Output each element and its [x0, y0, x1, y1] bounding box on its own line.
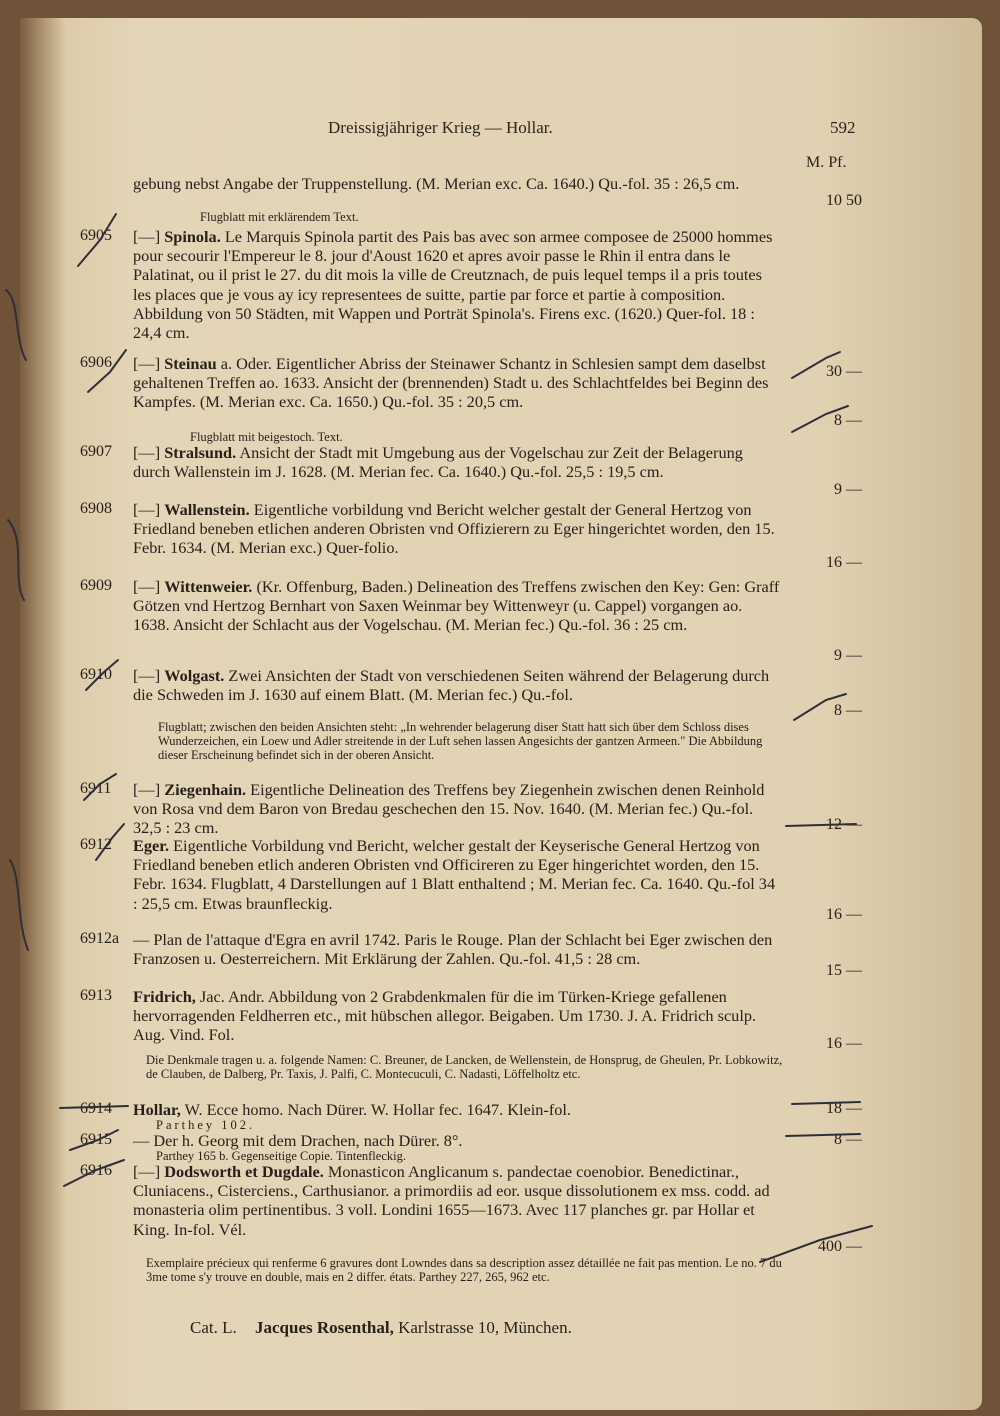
entry-price: 400 — — [818, 1238, 862, 1255]
entry-number: 6905 — [80, 227, 112, 244]
entry-text: gebung nebst Angabe der Truppenstellung. (M. Merian exc. Ca. 1640.) Qu.-fol. 35 : 26,5 cm. — [133, 174, 740, 193]
entry-text: — Plan de l'attaque d'Egra en avril 1742. Paris le Rouge. Plan der Schlacht bei Eger zwischen den Franzosen u. Oesterreichern. Mit Erklärung der Zahlen. Qu.-fol. 41,5 : 28 cm. — [133, 930, 773, 969]
footer-prefix: Cat. L. — [190, 1318, 237, 1337]
entry-note: Exemplaire précieux qui renferme 6 gravures dont Lowndes dans sa description assez détaillée ne fait pas mention. Le no. 7 du 3me tome s'y trouve en double, mais en 2 differ. états. Parthey 227, 265, 962 etc. — [146, 1256, 782, 1284]
entry-note: Parthey 102. — [156, 1118, 256, 1132]
entry-text: — Der h. Georg mit dem Drachen, nach Dürer. 8°. — [133, 1131, 463, 1150]
entry-note: Flugblatt mit beigestoch. Text. — [190, 430, 343, 444]
entry-price: 30 — — [826, 363, 862, 380]
entry-price: 16 — — [826, 1035, 862, 1052]
entry-number: 6911 — [80, 780, 112, 797]
entry-price: 9 — — [834, 647, 862, 664]
entry-number: 6906 — [80, 354, 112, 371]
entry-note: Flugblatt; zwischen den beiden Ansichten steht: „In wehrender belagerung diser Statt hatt sich über dem Schloss dises Wunderzeichen, ein Loew und Adler streitende in der Luft sehen lassen Angesichts der gantzen Armeen." Die Abbildung dieser Erscheinung befindet sich in der oberen Ansicht. — [158, 720, 763, 762]
entry-text: [—] Steinau a. Oder. Eigentlicher Abriss der Steinawer Schantz in Schlesien sampt dem daselbst gehaltenen Treffen ao. 1633. Ansicht der (brennenden) Stadt u. des Schlachtfeldes bei Beginn des Kampfes. (M. Merian exc. Ca. 1650.) Qu.-fol. 35 : 20,5 cm. — [133, 354, 769, 412]
entry-text: [—] Dodsworth et Dugdale. Monasticon Anglicanum s. pandectae coenobior. Benedictinar., Cluniacens., Cisterciens., Carthusianor. a primordiis ad eor. usque dissolutionem ex mss. codd. ad monasteria olim pertinentibus. 3 voll. Londini 1655—1673. Avec 117 planches gr. par Hollar et King. In-fol. Vél. — [133, 1162, 770, 1239]
page-title: Dreissigjähriger Krieg — Hollar. — [328, 118, 553, 137]
entry-number: 6912a — [80, 930, 120, 947]
entry-price: 8 — — [834, 702, 862, 719]
catalog-footer — [190, 1318, 572, 1338]
entry-number: 6907 — [80, 443, 112, 460]
entry-price: 16 — — [826, 554, 862, 571]
entry-number: 6915 — [80, 1131, 112, 1148]
entry-number: 6912 — [80, 836, 112, 853]
entry-text: [—] Wolgast. Zwei Ansichten der Stadt von verschiedenen Seiten während der Belagerung durch die Schweden im J. 1630 auf einem Blatt. (M. Merian fec.) Qu.-fol. — [133, 666, 770, 705]
book-gutter — [20, 18, 66, 1410]
entry-note: Parthey 165 b. Gegenseitige Copie. Tintenfleckig. — [156, 1149, 406, 1163]
entry-number: 6910 — [80, 666, 112, 683]
footer-address: Karlstrasse 10, München. — [398, 1318, 572, 1337]
page-number: 592 — [830, 118, 856, 137]
entry-price: 12 — — [826, 816, 862, 833]
entry-price: 8 — — [834, 412, 862, 429]
entry-text: [—] Spinola. Le Marquis Spinola partit des Pais bas avec son armee composee de 25000 hommes pour secourir l'Empereur le 8. jour d'Aoust 1620 et apres avoir passe le Rhin il entra dans le Palatinat, ou il prist le 27. du dit mois la ville de Creutznach, de puis lequel temps il a pris toutes les places que je vous ay icy representees de suitte, partie par force et partie à composition. Abbildung von 50 Städten, mit Wappen und Porträt Spinola's. Firens exc. (1620.) Quer-fol. 18 : 24,4 cm. — [133, 227, 773, 343]
footer-publisher: Jacques Rosenthal, — [255, 1318, 394, 1337]
entry-price: 9 — — [834, 481, 862, 498]
entry-price: 8 — — [834, 1131, 862, 1148]
entry-price: 15 — — [826, 962, 862, 979]
entry-number: 6909 — [80, 577, 112, 594]
entry-text: Fridrich, Jac. Andr. Abbildung von 2 Grabdenkmalen für die im Türken-Kriege gefallenen hervorragenden Feldherren etc., mit hübschen allegor. Beigaben. Um 1730. J. A. Fridrich sculp. Aug. Vind. Fol. — [133, 987, 757, 1045]
entry-number: 6914 — [80, 1100, 112, 1117]
entry-text: [—] Ziegenhain. Eigentliche Delineation des Treffens bey Ziegenhein zwischen denen Reinhold von Rosa vnd dem Baron von Bredau geschechen den 15. Nov. 1640. (M. Merian fec.) Qu.-fol. 32,5 : 23 cm. — [133, 780, 765, 838]
entry-text: Eger. Eigentliche Vorbildung vnd Bericht, welcher gestalt der Keyserische General Hertzog von Friedland beneben etlich anderen Obristen vnd Officireren zu Eger hingerichtet worden, den 15. Febr. 1634. Flugblatt, 4 Darstellungen auf 1 Blatt enthaltend ; M. Merian fec. Ca. 1640. Qu.-fol 34 : 25,5 cm. Etwas braunfleckig. — [133, 836, 776, 913]
entry-note: Die Denkmale tragen u. a. folgende Namen: C. Breuner, de Lancken, de Wellenstein, de Honsprug, de Gheulen, Pr. Lobkowitz, de Clauben, de Dalberg, Pr. Taxis, J. Palfi, C. Montecuculi, C. Nadasti, Löffelholtz etc. — [146, 1053, 783, 1081]
entry-number: 6913 — [80, 987, 112, 1004]
entry-text: [—] Stralsund. Ansicht der Stadt mit Umgebung aus der Vogelschau zur Zeit der Belagerung durch Wallenstein im J. 1628. (M. Merian fec. Ca. 1640.) Qu.-fol. 25,5 : 19,5 cm. — [133, 443, 743, 482]
entry-text: [—] Wallenstein. Eigentliche vorbildung vnd Bericht welcher gestalt der General Hertzog von Friedland beneben etlichen anderen Obristen vnd Offizierern zu Eger hingerichtet worden, den 15. Febr. 1634. (M. Merian exc.) Quer-folio. — [133, 500, 775, 558]
entry-price: 18 — — [826, 1100, 862, 1117]
entry-text: [—] Wittenweier. (Kr. Offenburg, Baden.) Delineation des Treffens zwischen den Key: Gen: Graff Götzen vnd Hertzog Bernhart von Saxen Weinmar bey Wittenweyr (u. Cappel) vorgangen ao. 1638. Ansicht der Schlacht aus der Vogelschau. (M. Merian fec.) Qu.-fol. 36 : 25 cm. — [133, 577, 780, 635]
entry-text: Hollar, W. Ecce homo. Nach Dürer. W. Hollar fec. 1647. Klein-fol. — [133, 1100, 571, 1119]
entry-price: 16 — — [826, 906, 862, 923]
entry-note: Flugblatt mit erklärendem Text. — [200, 210, 359, 224]
entry-price: 10 50 — [826, 192, 862, 209]
price-column-header: M. Pf. — [806, 154, 847, 171]
entry-number: 6916 — [80, 1162, 112, 1179]
entry-number: 6908 — [80, 500, 112, 517]
